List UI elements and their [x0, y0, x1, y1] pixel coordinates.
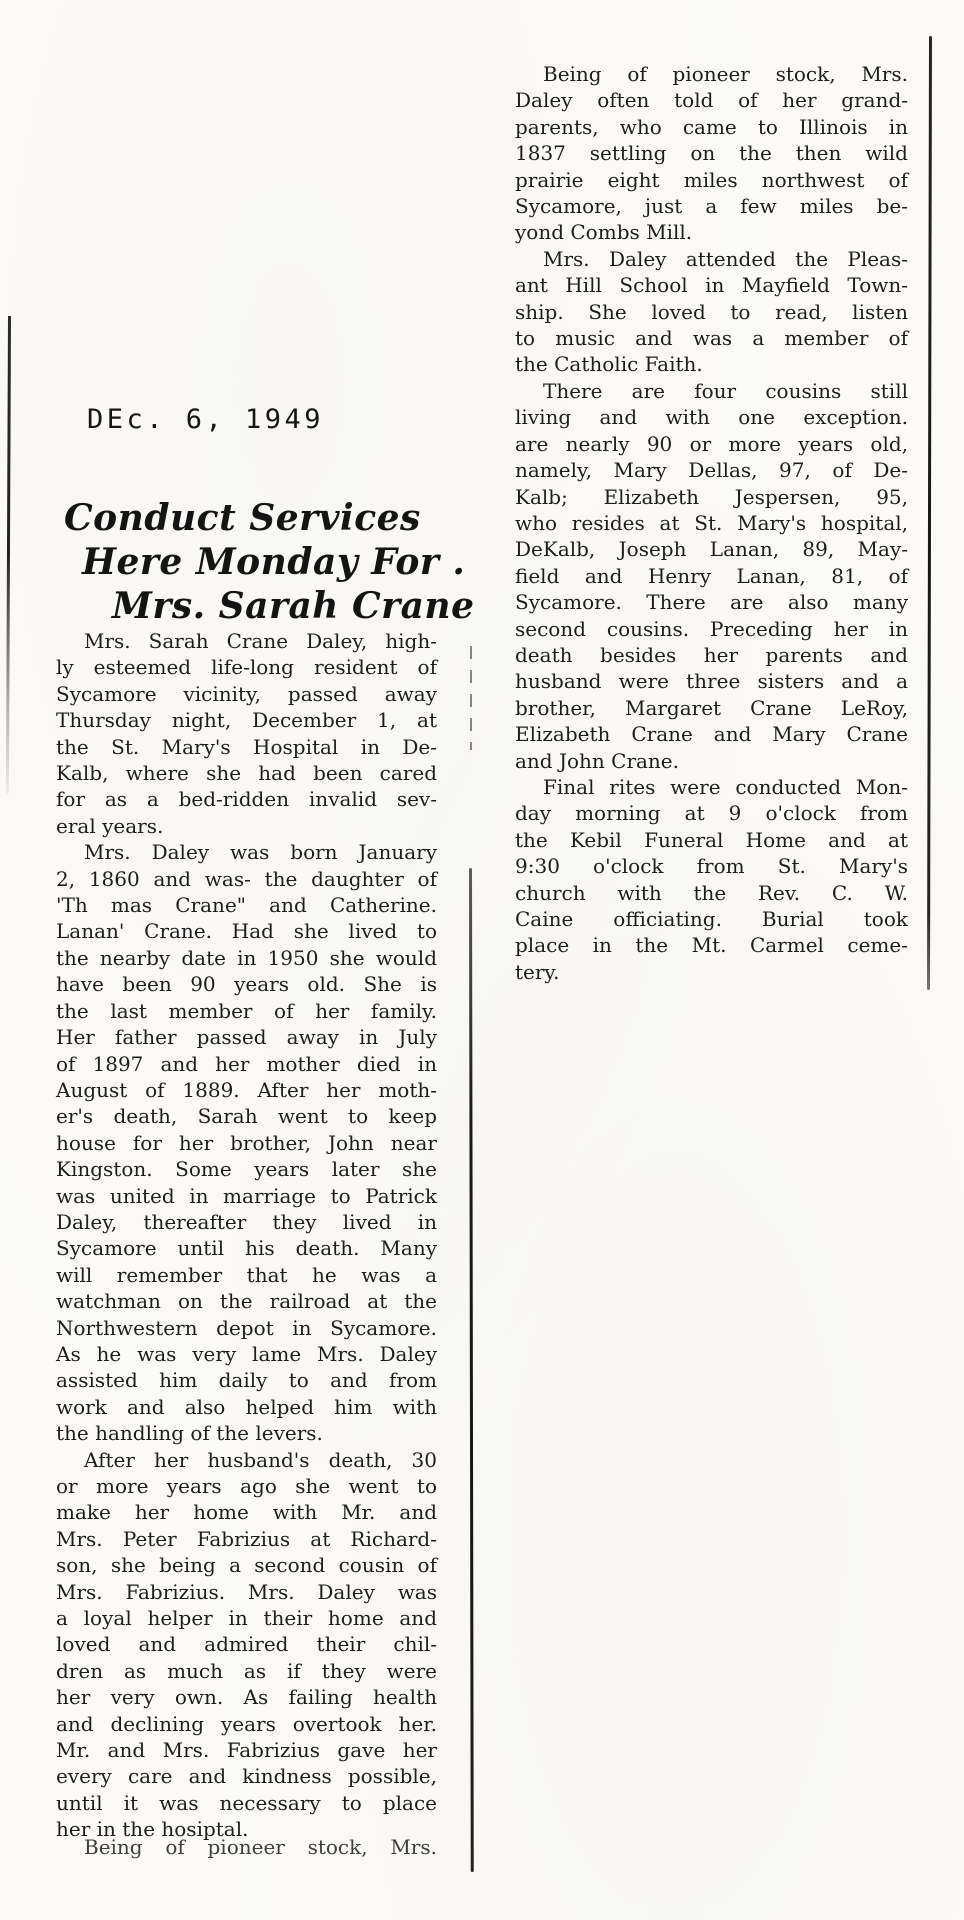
text-line: Kingston. Some years later she	[56, 1157, 437, 1182]
text-line: her very own. As failing health	[56, 1685, 437, 1710]
text-line: parents, who came to Illinois in	[515, 114, 908, 139]
text-line: Mrs. Daley was born January	[84, 840, 437, 865]
text-line: Mrs. Sarah Crane Daley, high-	[84, 629, 437, 653]
column-divider-rule-lower	[469, 868, 474, 1872]
text-line: Sycamore, just a few miles be-	[515, 194, 908, 219]
text-line: prairie eight miles northwest of	[515, 167, 908, 192]
text-line: the nearby date in 1950 she would	[56, 945, 437, 970]
text-line: the handling of the levers.	[56, 1421, 323, 1446]
text-line: the last member of her family.	[56, 998, 437, 1023]
text-line: Elizabeth Crane and Mary Crane	[515, 722, 908, 747]
text-line: Caine officiating. Burial took	[515, 907, 908, 931]
text-line: There are four cousins still	[543, 378, 908, 403]
text-line: 2, 1860 and was- the daughter of	[56, 866, 437, 891]
text-line: field and Henry Lanan, 81, of	[515, 563, 908, 588]
text-line: day morning at 9 o'clock from	[515, 801, 908, 826]
text-line: to music and was a member of	[515, 326, 908, 351]
text-line: As he was very lame Mrs. Daley	[56, 1341, 437, 1366]
text-line: living and with one exception.	[515, 405, 908, 430]
text-line: ly esteemed life-long resident of	[56, 655, 437, 680]
text-line: Being of pioneer stock, Mrs.	[543, 62, 908, 86]
text-line: ant Hill School in Mayfield Town-	[515, 273, 908, 298]
text-line: second cousins. Preceding her in	[515, 616, 908, 641]
text-line: have been 90 years old. She is	[56, 972, 437, 997]
paragraph	[515, 61, 908, 246]
text-line: her in the hosiptal.	[56, 1817, 249, 1842]
text-line: Kalb; Elizabeth Jespersen, 95,	[515, 484, 908, 509]
text-line: dren as much as if they were	[56, 1658, 437, 1683]
left-border-rule	[6, 316, 11, 794]
text-line: Lanan' Crane. Had she lived to	[56, 919, 437, 944]
text-line: Thursday night, December 1, at	[56, 708, 437, 733]
right-border-rule	[927, 36, 932, 990]
text-line: of 1897 and her mother died in	[56, 1051, 437, 1076]
text-line: 1837 settling on the then wild	[515, 141, 908, 166]
text-line: the Kebil Funeral Home and at	[515, 827, 908, 852]
text-line: 9:30 o'clock from St. Mary's	[515, 854, 908, 879]
text-line: Mrs. Daley attended the Pleas-	[543, 246, 908, 271]
paragraph	[56, 839, 437, 1446]
text-line: work and also helped him with	[56, 1394, 437, 1419]
text-line: Mr. and Mrs. Fabrizius gave her	[56, 1738, 437, 1763]
text-line: death besides her parents and	[515, 642, 908, 667]
paragraph	[515, 246, 908, 378]
text-line: ship. She loved to read, listen	[515, 299, 908, 324]
text-line: are nearly 90 or more years old,	[515, 431, 908, 456]
text-line: place in the Mt. Carmel ceme-	[515, 933, 908, 958]
text-line: until it was necessary to place	[56, 1790, 437, 1815]
text-line: brother, Margaret Crane LeRoy,	[515, 695, 908, 720]
text-line: the St. Mary's Hospital in De-	[56, 734, 437, 759]
text-line: make her home with Mr. and	[56, 1500, 437, 1525]
text-line: every care and kindness possible,	[56, 1764, 437, 1789]
text-line: son, she being a second cousin of	[56, 1553, 437, 1578]
text-line: or more years ago she went to	[56, 1474, 437, 1498]
text-line: Mrs. Peter Fabrizius at Richard-	[56, 1526, 437, 1551]
paragraph	[515, 774, 908, 985]
text-line: tery.	[515, 959, 560, 984]
text-line: Final rites were conducted Mon-	[543, 774, 908, 799]
text-line: After her husband's death, 30	[84, 1447, 437, 1472]
text-line: Mrs. Fabrizius. Mrs. Daley was	[56, 1579, 437, 1604]
paragraph	[515, 378, 908, 774]
text-line: August of 1889. After her moth-	[56, 1077, 437, 1102]
text-line: Daley, thereafter they lived in	[56, 1209, 437, 1234]
text-line: watchman on the railroad at the	[56, 1289, 437, 1314]
text-line: Sycamore until his death. Many	[56, 1236, 437, 1261]
paragraph	[56, 628, 437, 839]
text-line: the Catholic Faith.	[515, 352, 703, 377]
text-line: eral years.	[56, 813, 164, 838]
text-line: Northwestern depot in Sycamore.	[56, 1315, 437, 1340]
text-line: Her father passed away in July	[56, 1025, 437, 1050]
text-line: a loyal helper in their home and	[56, 1606, 437, 1631]
text-line: loved and admired their chil-	[56, 1632, 437, 1657]
headline-line-1: Conduct Services	[64, 497, 421, 539]
text-line: house for her brother, John near	[56, 1130, 437, 1155]
text-line: will remember that he was a	[56, 1262, 437, 1287]
text-line: 'Th mas Crane" and Catherine.	[56, 893, 437, 918]
text-line: Sycamore. There are also many	[515, 590, 908, 615]
cutoff-partial-line: Being of pioneer stock, Mrs.	[84, 1835, 437, 1859]
text-line: Sycamore vicinity, passed away	[56, 681, 437, 706]
text-line: Daley often told of her grand-	[515, 88, 908, 113]
text-line: who resides at St. Mary's hospital,	[515, 510, 908, 535]
text-line: Kalb, where she had been cared	[56, 761, 437, 786]
date-stamp: DEc. 6, 1949	[87, 404, 325, 435]
headline-line-2: Here Monday For .	[82, 541, 466, 583]
right-column-body	[515, 61, 908, 985]
headline-line-3: Mrs. Sarah Crane	[112, 585, 475, 627]
text-line: church with the Rev. C. W.	[515, 880, 908, 905]
headline	[54, 496, 484, 628]
column-divider-rule-upper	[470, 646, 472, 750]
text-line: for as a bed-ridden invalid sev-	[56, 787, 437, 812]
text-line: er's death, Sarah went to keep	[56, 1104, 437, 1129]
text-line: and declining years overtook her.	[56, 1711, 437, 1736]
text-line: assisted him daily to and from	[56, 1368, 437, 1393]
text-line: namely, Mary Dellas, 97, of De-	[515, 458, 908, 483]
text-line: husband were three sisters and a	[515, 669, 908, 694]
text-line: was united in marriage to Patrick	[56, 1183, 437, 1208]
text-line: DeKalb, Joseph Lanan, 89, May-	[515, 537, 908, 562]
text-line: and John Crane.	[515, 748, 680, 773]
text-line: yond Combs Mill.	[515, 220, 693, 245]
